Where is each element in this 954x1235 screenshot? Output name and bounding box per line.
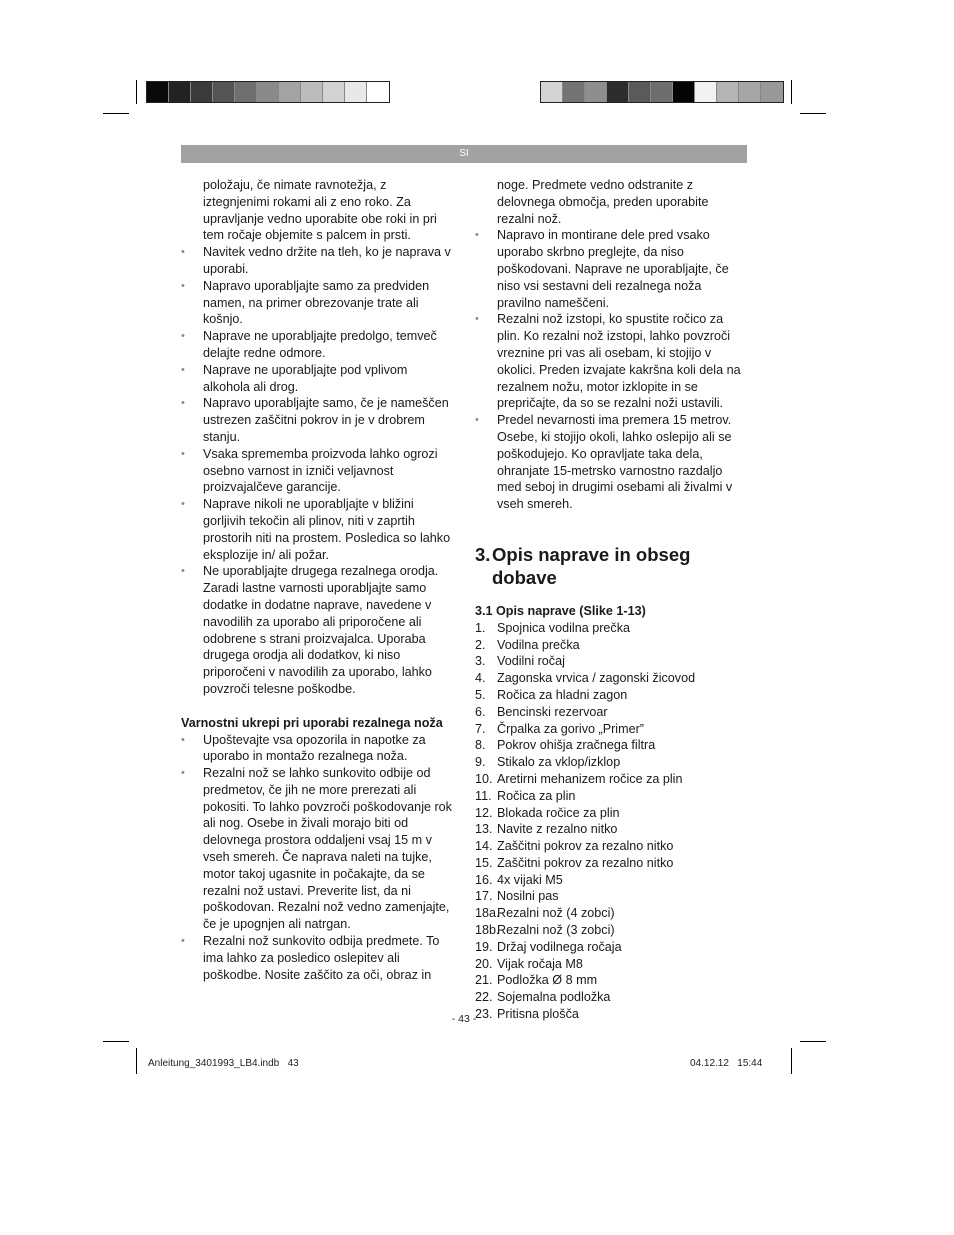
item-number: 7.	[475, 721, 486, 736]
parts-list-item	[475, 872, 747, 889]
item-label: 4x vijaki M5	[497, 872, 563, 887]
item-number: 1.	[475, 620, 486, 635]
item-number: 8.	[475, 738, 486, 753]
parts-list-item	[475, 972, 747, 989]
color-swatch	[323, 82, 345, 102]
item-number: 18b.	[475, 923, 500, 938]
item-label: Zaščitni pokrov za rezalno nitko	[497, 855, 674, 870]
parts-list-item	[475, 888, 747, 905]
color-swatch	[673, 82, 695, 102]
item-label: Vodilni ročaj	[497, 654, 565, 669]
item-number: 4.	[475, 671, 486, 686]
language-header-bar	[181, 145, 747, 163]
parts-list-item	[475, 737, 747, 754]
parts-list-item	[475, 821, 747, 838]
list-item: • Napravo uporabljajte samo za predviden namen, na primer obrezovanje trate ali košnjo.	[181, 278, 452, 328]
color-swatch	[213, 82, 235, 102]
list-item: • Navitek vedno držite na tleh, ko je naprava v uporabi.	[181, 244, 452, 278]
paragraph: položaju, če nimate ravnotežja, z iztegnjenimi rokami ali z eno roko. Za upravljanje vedno uporabite obe roki in pri tem ročaje objemite s palcem in prsti.	[203, 178, 437, 243]
item-number: 5.	[475, 687, 486, 702]
item-label: Vijak ročaja M8	[497, 956, 583, 971]
item-label: Bencinski rezervoar	[497, 704, 608, 719]
bullet-list	[475, 227, 747, 513]
item-label: Rezalni nož (4 zobci)	[497, 906, 615, 921]
item-number: 3.	[475, 654, 486, 669]
item-label: Blokada ročice za plin	[497, 805, 620, 820]
item-number: 17.	[475, 889, 493, 904]
crop-mark	[800, 1041, 826, 1042]
color-calibration-strip-right	[540, 81, 784, 103]
left-column	[181, 177, 452, 983]
item-number: 21.	[475, 973, 493, 988]
color-swatch	[563, 82, 585, 102]
right-column	[475, 177, 747, 1023]
item-label: Zaščitni pokrov za rezalno nitko	[497, 839, 674, 854]
color-swatch	[607, 82, 629, 102]
color-swatch	[301, 82, 323, 102]
item-number: 16.	[475, 872, 493, 887]
list-item: • Naprave ne uporabljajte predolgo, temveč delajte redne odmore.	[181, 328, 452, 362]
crop-mark	[800, 113, 826, 114]
bullet-list	[181, 244, 452, 698]
parts-list-item	[475, 771, 747, 788]
parts-list-item	[475, 721, 747, 738]
list-item: • Naprave nikoli ne uporabljajte v bližini gorljivih tekočin ali plinov, niti v zaprtih prostorih niti na prostem. Posledica so lahko eksplozije in/ ali požar.	[181, 496, 452, 563]
color-swatch	[695, 82, 717, 102]
item-number: 13.	[475, 822, 493, 837]
item-label: Vodilna prečka	[497, 637, 580, 652]
color-swatch	[541, 82, 563, 102]
item-number: 10.	[475, 771, 493, 786]
parts-list-item	[475, 637, 747, 654]
color-swatch	[629, 82, 651, 102]
list-item: • Rezalni nož sunkovito odbija predmete. To ima lahko za posledico oslepitev ali poškodbe. Nosite zaščito za oči, obraz in	[181, 933, 452, 983]
bullet-list	[181, 732, 452, 984]
item-number: 22.	[475, 990, 493, 1005]
item-number: 18a.	[475, 906, 500, 921]
list-item: • Napravo uporabljajte samo, če je nameščen ustrezen zaščitni pokrov in je v drobrem stanju.	[181, 395, 452, 445]
crop-mark	[136, 1048, 137, 1074]
item-label: Ročica za plin	[497, 788, 576, 803]
list-item: • Naprave ne uporabljajte pod vplivom alkohola ali drog.	[181, 362, 452, 396]
parts-list	[475, 620, 747, 1023]
item-number: 15.	[475, 855, 493, 870]
color-swatch	[169, 82, 191, 102]
parts-list-item	[475, 956, 747, 973]
list-item: • Upoštevajte vsa opozorila in napotke za uporabo in montažo rezalnega noža.	[181, 732, 452, 766]
item-label: Stikalo za vklop/izklop	[497, 755, 621, 770]
item-number: 19.	[475, 939, 493, 954]
item-label: Črpalka za gorivo „Primer”	[497, 721, 644, 736]
item-number: 2.	[475, 637, 486, 652]
color-swatch	[585, 82, 607, 102]
list-item: • Vsaka sprememba proizvoda lahko ogrozi osebno varnost in izniči veljavnost proizvajalčeve garancije.	[181, 446, 452, 496]
item-label: Nosilni pas	[497, 889, 559, 904]
parts-list-item	[475, 939, 747, 956]
color-swatch	[739, 82, 761, 102]
item-label: Pokrov ohišja zračnega filtra	[497, 738, 656, 753]
item-label: Držaj vodilnega ročaja	[497, 939, 622, 954]
language-code: SI	[459, 148, 469, 159]
file-info: Anleitung_3401993_LB4.indb 43	[148, 1058, 299, 1069]
parts-list-item	[475, 704, 747, 721]
color-swatch	[191, 82, 213, 102]
parts-list-item	[475, 670, 747, 687]
list-item: • Rezalni nož izstopi, ko spustite ročico za plin. Ko rezalni nož izstopi, lahko povzroči vreznine pri vas ali osebam, ki stojijo v okolici. Preden izvajate kakršna koli dela na rezalnem nožu, motor izklopite in se prepričajte, da so se rezalni noži ustavili.	[475, 311, 747, 412]
parts-list-item	[475, 905, 747, 922]
item-label: Spojnica vodilna prečka	[497, 620, 631, 635]
page-number: - 43 -	[451, 1013, 477, 1025]
parts-list-item	[475, 989, 747, 1006]
parts-list-item	[475, 687, 747, 704]
section-heading: 3.1 Opis naprave (Slike 1-13)	[475, 603, 646, 618]
chapter-title: Opis naprave in obseg dobave	[492, 543, 691, 588]
parts-list-item	[475, 855, 747, 872]
color-swatch	[147, 82, 169, 102]
item-label: Navite z rezalno nitko	[497, 822, 618, 837]
color-calibration-strip-left	[146, 81, 390, 103]
subheading: Varnostni ukrepi pri uporabi rezalnega noža	[181, 715, 443, 730]
parts-list-item	[475, 788, 747, 805]
crop-mark	[791, 1048, 792, 1074]
crop-mark	[103, 1041, 129, 1042]
timestamp: 04.12.12 15:44	[690, 1058, 763, 1069]
parts-list-item	[475, 922, 747, 939]
item-label: Pritisna plošča	[497, 1007, 579, 1022]
item-number: 14.	[475, 839, 493, 854]
color-swatch	[257, 82, 279, 102]
item-number: 20.	[475, 956, 493, 971]
list-item: • Predel nevarnosti ima premera 15 metrov. Osebe, ki stojijo okoli, lahko oslepijo ali se poškodujejo. Ko opravljate taka dela, ohranjate 15-metrsko varnostno razdaljo med seboj in drugimi osebami ali živalmi v vseh smereh.	[475, 412, 747, 513]
item-label: Aretirni mehanizem ročice za plin	[497, 771, 683, 786]
chapter-number: 3.	[475, 543, 491, 565]
list-item: • Rezalni nož se lahko sunkovito odbije od predmetov, če jih ne more prerezati ali pokositi. To lahko povzroči poškodovanje rok ali nog. Osebe in živali morajo biti od delovnega prostora oddaljeni vsaj 15 m v vseh smereh. Če naprava naleti na tujke, motor takoj ugasnite in počakajte, da se rezalni nož ustavi. Preverite list, da ni poškodovan. Rezalni nož vedno zamenjajte, če je upognjen ali natrgan.	[181, 765, 452, 933]
crop-mark	[136, 80, 137, 104]
paragraph: noge. Predmete vedno odstranite z delovnega območja, preden uporabite rezalni nož.	[497, 178, 709, 226]
item-label: Sojemalna podložka	[497, 990, 611, 1005]
color-swatch	[279, 82, 301, 102]
parts-list-item	[475, 754, 747, 771]
chapter-heading	[475, 543, 747, 589]
color-swatch	[235, 82, 257, 102]
parts-list-item	[475, 653, 747, 670]
item-number: 23.	[475, 1007, 493, 1022]
color-swatch	[651, 82, 673, 102]
item-label: Ročica za hladni zagon	[497, 687, 628, 702]
item-number: 11.	[475, 788, 492, 803]
item-label: Podložka Ø 8 mm	[497, 973, 598, 988]
parts-list-item	[475, 805, 747, 822]
color-swatch	[345, 82, 367, 102]
item-number: 6.	[475, 704, 486, 719]
crop-mark	[103, 113, 129, 114]
item-number: 9.	[475, 755, 486, 770]
color-swatch	[761, 82, 783, 102]
color-swatch	[367, 82, 389, 102]
item-label: Rezalni nož (3 zobci)	[497, 923, 615, 938]
parts-list-item	[475, 620, 747, 637]
list-item: • Napravo in montirane dele pred vsako uporabo skrbno preglejte, da niso poškodovani. Naprave ne uporabljajte, če niso vsi sestavni deli rezalnega noža pravilno nameščeni.	[475, 227, 747, 311]
list-item: • Ne uporabljajte drugega rezalnega orodja. Zaradi lastne varnosti uporabljajte samo dodatke in dodatne naprave, navedene v navodilih za uporabo ali priporočene ali odobrene s strani proizvajalca. Uporaba drugega orodja ali dodatkov, ki niso priporočeni v navodilih za uporabo, lahko povzroči telesne poškodbe.	[181, 563, 452, 697]
parts-list-item	[475, 838, 747, 855]
item-label: Zagonska vrvica / zagonski žicovod	[497, 671, 696, 686]
color-swatch	[717, 82, 739, 102]
crop-mark	[791, 80, 792, 104]
item-number: 12.	[475, 805, 493, 820]
